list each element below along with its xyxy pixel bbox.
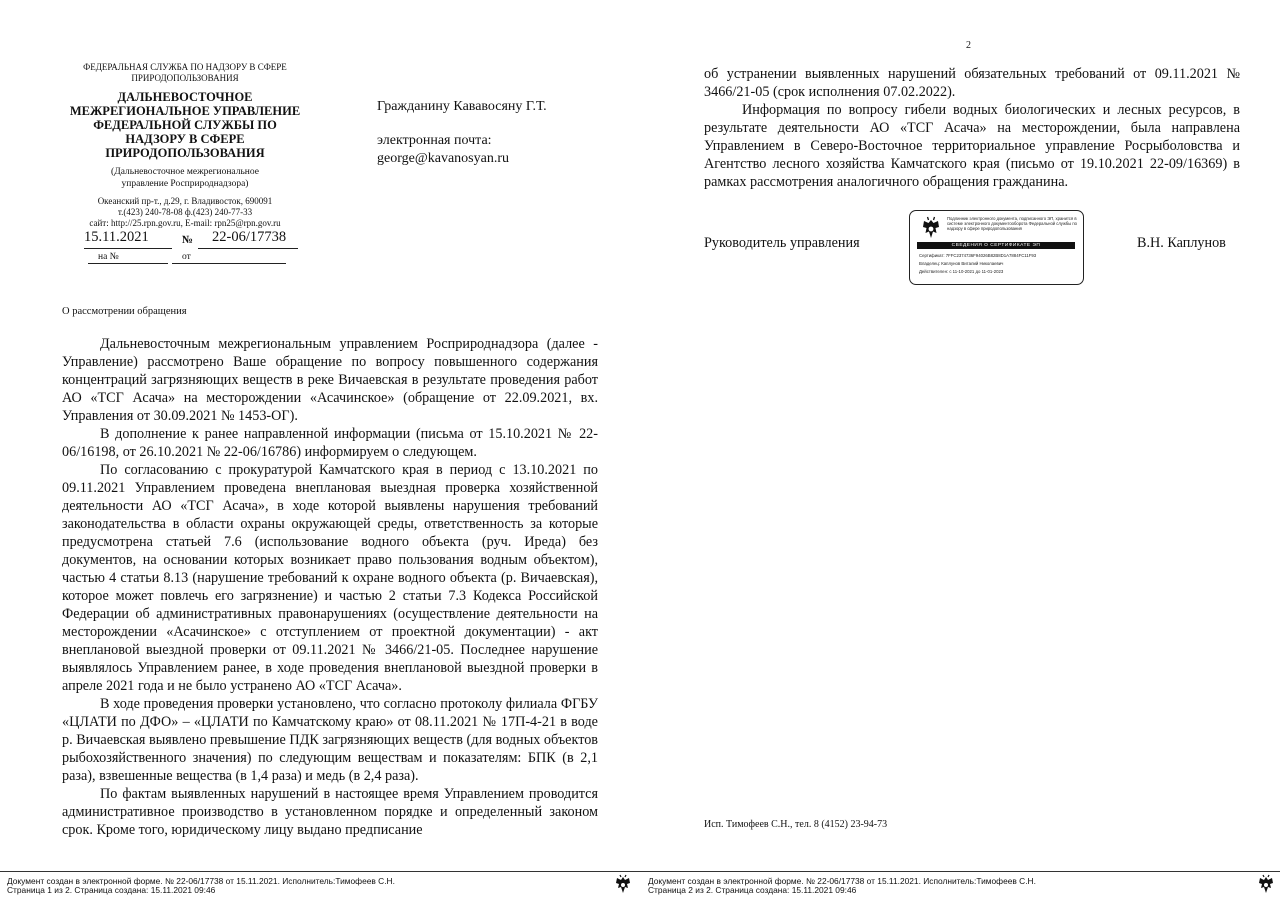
contact-line: т.(423) 240-78-08 ф.(423) 240-77-33 [117, 207, 253, 217]
agency-short-line: управление Росприроднадзора) [121, 179, 249, 189]
addressee-name: Гражданину Кававосяну Г.Т. [377, 99, 547, 114]
agency-title-line: МЕЖРЕГИОНАЛЬНОЕ УПРАВЛЕНИЕ [69, 104, 301, 118]
signer-role: Руководитель управления [704, 235, 860, 251]
addressee-email-label: электронная почта: [377, 133, 492, 148]
footer-divider [0, 871, 640, 872]
date-underline [84, 248, 172, 249]
agency-header-small [60, 62, 310, 84]
agency-line: ПРИРОДОПОЛЬЗОВАНИЯ [131, 73, 239, 83]
registration-number: 22-06/17738 [212, 229, 287, 245]
agency-title-line: ДАЛЬНЕВОСТОЧНОЕ [117, 90, 253, 104]
body-paragraph: В дополнение к ранее направленной информации (письма от 15.10.2021 № 22-06/16198, от 26.10.2021 № 22-06/16786) информируем о следующем. [62, 426, 598, 460]
body-paragraph: Информация по вопросу гибели водных биологических и лесных ресурсов, в результате деятельности АО «ТСГ Асача» на месторождении, была направлена Управлением в Северо-Восточное территориальное управление Росрыболовства и Агентство лесного хозяйства Камчатского края (письмо от 19.10.2021 22-09/16369) в рамках рассмотрения аналогичного обращения гражданина. [704, 102, 1240, 190]
footer-divider [640, 871, 1280, 872]
body-paragraph: В ходе проведения проверки установлено, что согласно протоколу филиала ФГБУ «ЦЛАТИ по ДФО» – «ЦЛАТИ по Камчатскому краю» от 08.11.2021 № 17П-4-21 в воде р. Вичаевская выявлено превышение ПДК загрязняющих веществ (для водных объектов рыбохозяйственного значения) по следующим веществам и показателям: БПК (в 2,1 раза), взвешенные вещества (в 1,4 раза) и медь (в 2,4 раза). [62, 696, 598, 784]
number-underline [198, 248, 298, 249]
double-headed-eagle-emblem-icon [1256, 874, 1276, 896]
agency-short-line: (Дальневосточное межрегиональное [111, 167, 259, 177]
ref-number-underline [88, 263, 168, 264]
contact-line: Океанский пр-т., д.29, г. Владивосток, 690091 [97, 196, 273, 206]
stamp-note: Подлинник электронного документа, подписанного ЭП, хранится в системе электронного документооборота Федеральной службы по надзору в сфере природопользования [947, 216, 1077, 231]
addressee-email: george@kavanosyan.ru [377, 151, 509, 166]
stamp-validity: Действителен: с 11-10-2021 до 11-01-2023 [919, 269, 1004, 274]
letter-body-page-1 [62, 335, 598, 839]
executor-contact: Исп. Тимофеев С.Н., тел. 8 (4152) 23-94-73 [704, 819, 888, 830]
agency-title-line: ФЕДЕРАЛЬНОЙ СЛУЖБЫ ПО [93, 118, 277, 132]
stamp-certificate-header: СВЕДЕНИЯ О СЕРТИФИКАТЕ ЭП [917, 242, 1075, 249]
letter-body-page-2 [704, 65, 1240, 191]
stamp-owner: Владелец: Каплунов Виталий Николаевич [919, 261, 1004, 266]
registration-date: 15.11.2021 [84, 229, 149, 245]
agency-short-name [60, 166, 310, 190]
footer-doc-info: Документ создан в электронной форме. № 22-06/17738 от 15.11.2021. Исполнитель:Тимофеев С.Н. [7, 876, 395, 886]
letter-subject: О рассмотрении обращения [62, 306, 187, 317]
double-headed-eagle-emblem-icon [919, 216, 943, 242]
footer-page-info: Страница 1 из 2. Страница создана: 15.11.2021 09:46 [7, 885, 216, 895]
reference-number-label: на № [98, 252, 119, 262]
body-paragraph: По согласованию с прокуратурой Камчатского края в период с 13.10.2021 по 09.11.2021 Управлением проведена внеплановая выездная проверка хозяйственной деятельности АО «ТСГ Асача», в ходе которой выявлены нарушения требований законодательства в области охраны окружающей среды, ответственность за которые предусмотрена статьей 7.6 (использование водного объекта (руч. Иреда) без документов, на основании которых возникает право пользования водным объектом), частью 4 статьи 8.13 (нарушение требований к охране водного объекта (р. Вичаевская), которое может повлечь его загрязнение) и частью 2 статьи 7.3 Кодекса Российской Федерации об административных правонарушениях (осуществление деятельности на месторождении «Асачинское» с отступлением от проектной документации) - акт внеплановой выездной проверки от 09.11.2021 № 3466/21-05. Последнее нарушение выявлялось Управлением ранее, в ходе проведения внеплановой выездной проверки в апреле 2021 года и не было устранено АО «ТСГ Асача». [62, 462, 598, 694]
registration-number-sign: № [182, 234, 194, 246]
body-paragraph: По фактам выявленных нарушений в настоящее время Управлением проводится административное производство в установленном порядке и определенный законом срок. Кроме того, юридическому лицу выдано предписание [62, 786, 598, 838]
ref-date-underline [172, 263, 286, 264]
agency-line: ФЕДЕРАЛЬНАЯ СЛУЖБА ПО НАДЗОРУ В СФЕРЕ [83, 62, 287, 72]
reference-from-label: от [182, 252, 191, 262]
page-number: 2 [966, 40, 971, 51]
double-headed-eagle-emblem-icon [613, 874, 633, 896]
contact-line: сайт: http://25.rpn.gov.ru, E-mail: rpn25@rpn.gov.ru [89, 218, 281, 228]
agency-title-line: НАДЗОРУ В СФЕРЕ [125, 132, 245, 146]
agency-contacts [60, 196, 310, 229]
body-paragraph: об устранении выявленных нарушений обязательных требований от 09.11.2021 № 3466/21-05 (срок исполнения 07.02.2022). [704, 66, 1240, 100]
agency-header-bold [60, 90, 310, 160]
electronic-signature-stamp [909, 210, 1084, 285]
body-paragraph: Дальневосточным межрегиональным управлением Росприроднадзора (далее - Управление) рассмотрено Ваше обращение по вопросу повышенного содержания концентраций загрязняющих веществ в реке Вичаевская в результате проведения работ АО «ТСГ Асача» на месторождении «Асачинское» (обращение от 22.09.2021, вх. Управления от 30.09.2021 № 1453-ОГ). [62, 336, 598, 424]
signer-name: В.Н. Каплунов [1137, 235, 1226, 251]
footer-page-info: Страница 2 из 2. Страница создана: 15.11.2021 09:46 [648, 885, 857, 895]
agency-title-line: ПРИРОДОПОЛЬЗОВАНИЯ [105, 146, 265, 160]
footer-doc-info: Документ создан в электронной форме. № 22-06/17738 от 15.11.2021. Исполнитель:Тимофеев С.Н. [648, 876, 1036, 886]
stamp-certificate-id: Сертификат: 7FFC2374736F94026B82B8D1A7884FC11F93 [919, 253, 1037, 258]
